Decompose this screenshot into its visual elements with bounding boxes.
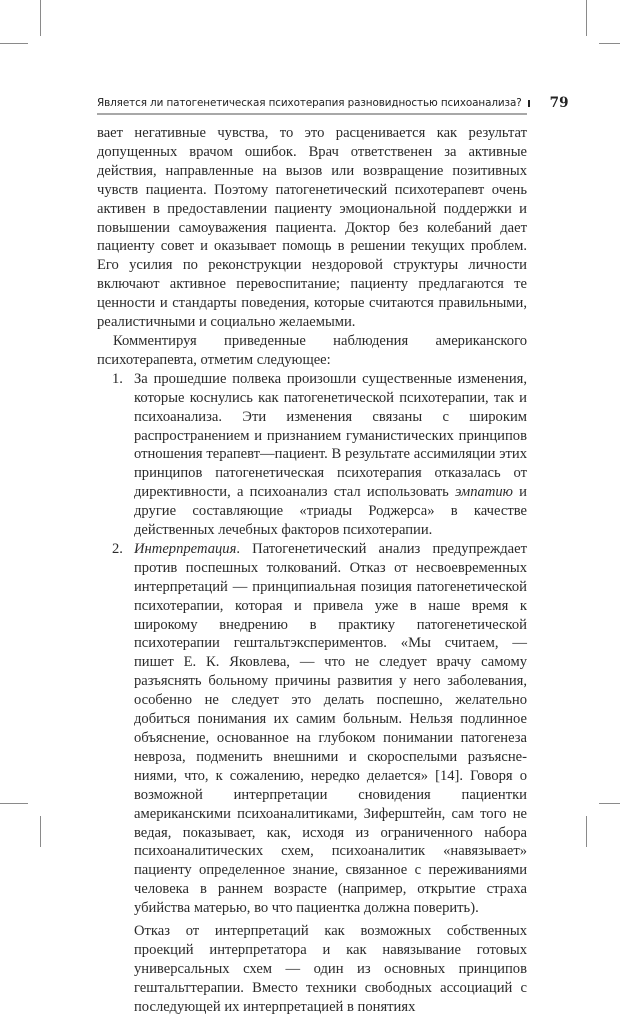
paragraph-continuation: вает негативные чувства, то это расценивается как результат допущенных врачом ошибок. Врач ответственен за активные действия, направленные на вызов или возвращение позитивных чувств пациента. Поэтому патогенетический психотерапевт очень активен в предоставлении пациенту эмоциональной поддержки и повышении самоуважения пациента. Доктор без колебаний дает пациенту совет и оказывает помощь в решении текущих проблем. Его усилия по реконструкции нездоровой структуры личности включают активное перевоспитание; пациенту предлагаются те ценности и стандарты поведения, которые считаются правильными, реалистичными и социально желаемыми. [97,125,527,331]
list-item-number: 1. [112,370,123,387]
paragraph-commentary-intro: Комментируя приведенные наблюдения американского психотерапевта, отметим следующее: [97,332,527,368]
crop-mark-top-right-horizontal [599,43,620,44]
list-item-text [134,540,527,918]
crop-mark-bottom-right-vertical [586,816,587,847]
list-item-text-part: . Патогенетический анализ предупреждает против поспешных толкований. Отказ от несвоевременных интерпретаций — принципиальная позиция патогенетической психотерапии, которая и привела уже в наше время к широкому внедрению в практику патогенетической психотерапии гештальтэкспериментов. «Мы считаем, — пишет Е. К. Яковлева, — что не следует врачу самому разъяснять больному причины развития у него заболевания, особенно не следует это делать поспешно, желательно добиться понимания их самим больным. Нельзя подлинное объяснение, основанное на глубоком понимании патогенеза невроза, подменить внешними и скороспелыми разъяснениями, что, к сожалению, нередко делается» [14]. Говоря о возможной интерпретации сновидения пациентки американскими психоаналитиками, Зиферштейн, сам того не ведая, показывает, как, исходя из ограниченного набора психоаналитических схем, психоаналитик «навязывает» пациенту определенное знание, связанное с переживаниями человека в раннем возрасте (например, открытие страха убийства матерью, во что пациентка должна поверить). [134,540,527,917]
emphasis-term: эмпатию [455,484,513,501]
crop-mark-top-left-vertical [40,0,41,36]
crop-mark-top-right-vertical [586,0,587,36]
numbered-list [97,370,527,918]
list-item-text [134,370,527,540]
list-item-1 [97,370,527,540]
paragraph-list-continuation [97,922,527,1017]
running-head [97,93,569,115]
crop-mark-top-left-horizontal [0,43,28,44]
crop-mark-bottom-left-vertical [40,816,41,847]
crop-mark-bottom-right-horizontal [599,803,620,804]
list-item-number: 2. [112,540,123,557]
crop-mark-bottom-left-horizontal [0,803,28,804]
list-item-text-part: За прошедшие полвека произошли существенные изменения, которые коснулись как патогенетической психотерапии, так и психоанализа. Эти изменения связаны с широким распространением и признанием гуманистических принципов отношения терапевт—пациент. В результате ассимиляции этих принципов патогенетическая психотерапия отказалась от директивности, а психоанализ стал использовать [134,370,527,501]
list-item-text-part: и другие составляющие «триады Роджерса» в качестве действенных лечебных факторов психотерапии. [134,484,527,539]
page-body [97,124,527,1017]
running-head-title: Является ли патогенетическая психотерапия разновидностью психоанализа? [97,97,522,109]
paragraph-text: Отказ от интерпретаций как возможных собственных проекций интерпретатора и как навязывание готовых универсальных схем — один из основных принципов гештальттерапии. Вместо техники свободных ассоциаций с последующей их интерпретацией в понятиях [134,923,527,1015]
square-bullet-icon [528,100,530,107]
emphasis-term: Интерпретация [134,540,237,557]
page-number: 79 [549,95,569,111]
list-item-2 [97,540,527,918]
